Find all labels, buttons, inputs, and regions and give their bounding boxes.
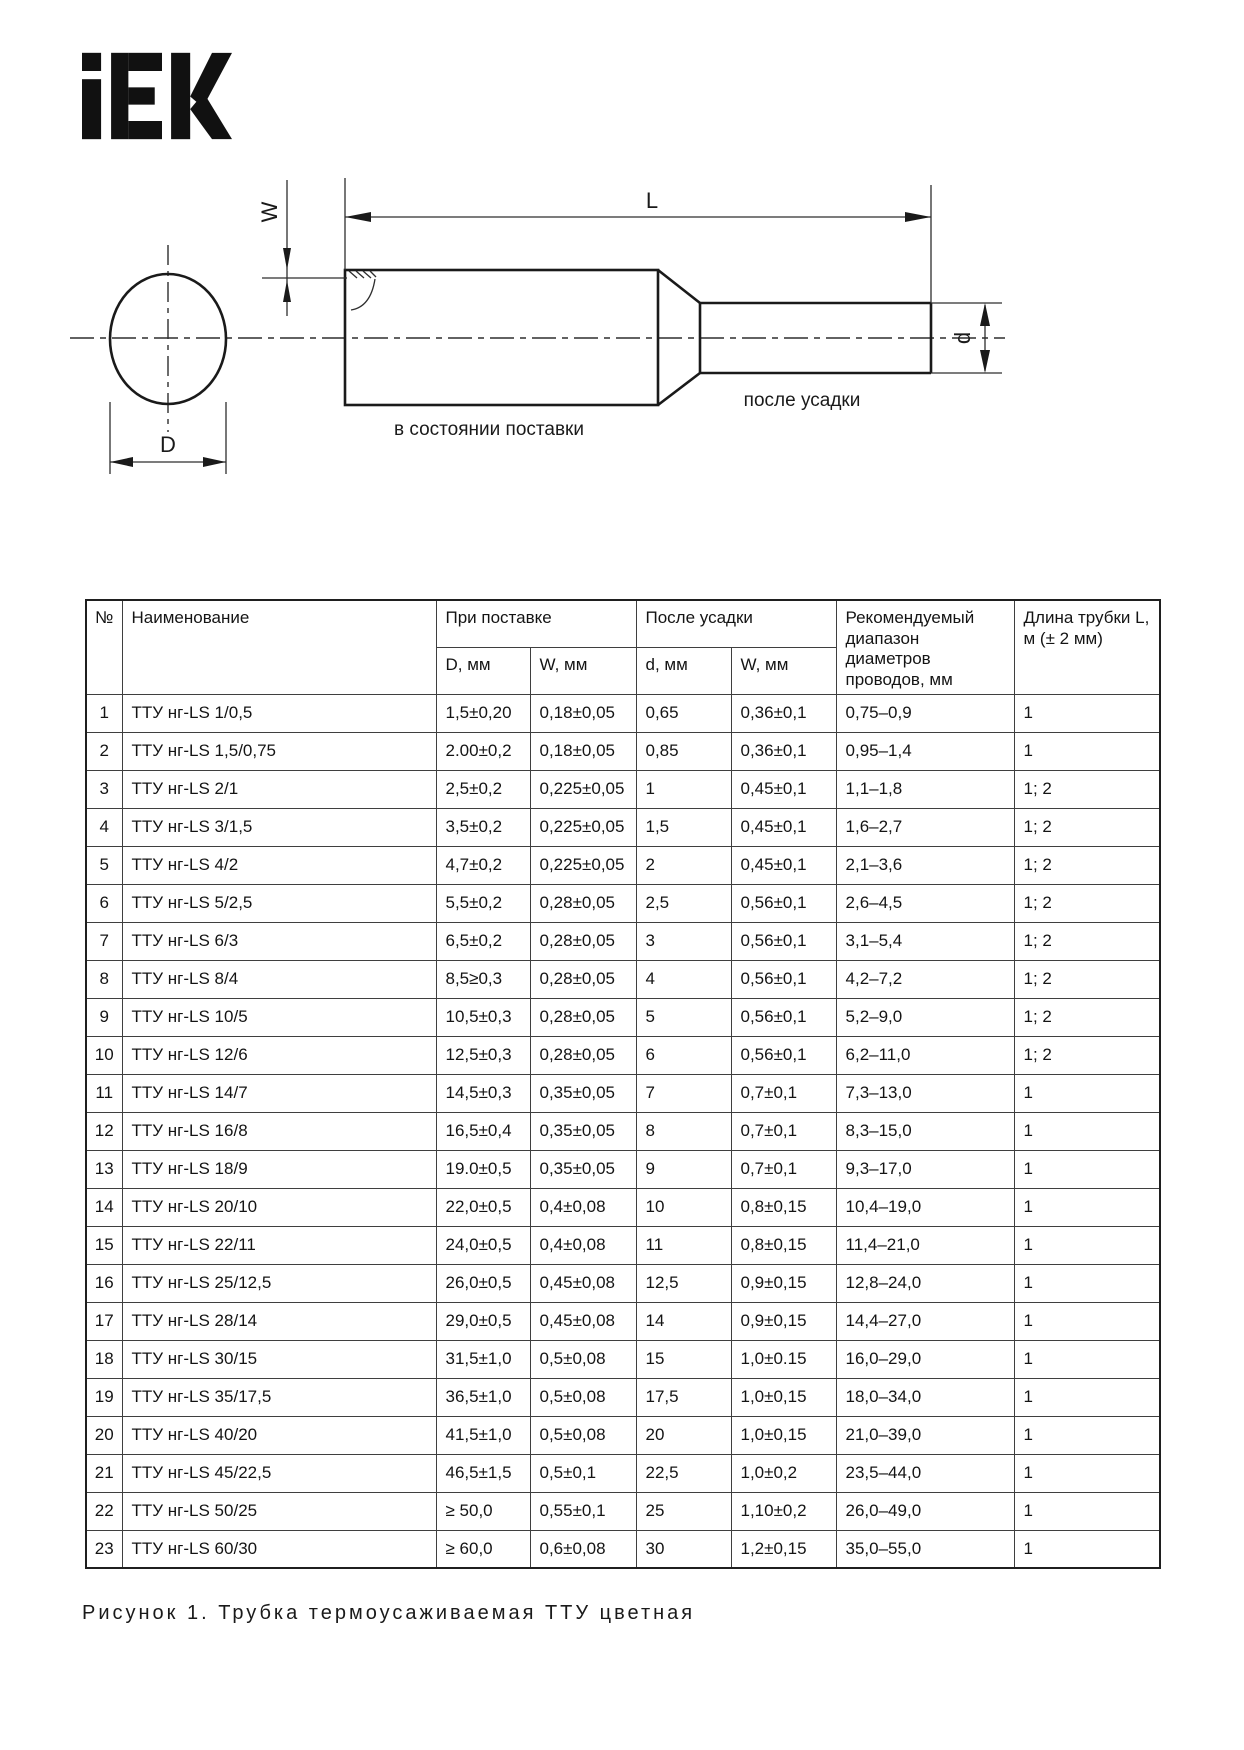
table-cell: 0,45±0,1 bbox=[731, 846, 836, 884]
table-header bbox=[86, 600, 1160, 694]
header-length: Длина трубки L, м (± 2 мм) bbox=[1014, 600, 1160, 694]
table-cell: 7 bbox=[636, 1074, 731, 1112]
supply-state-label: в состоянии поставки bbox=[394, 419, 584, 440]
table-cell: 1,0±0,15 bbox=[731, 1416, 836, 1454]
table-cell: 26,0–49,0 bbox=[836, 1492, 1014, 1530]
table-cell: 0,56±0,1 bbox=[731, 884, 836, 922]
table-cell: 0,75–0,9 bbox=[836, 694, 1014, 732]
w-arrowhead-bottom bbox=[283, 280, 291, 302]
table-cell: 1 bbox=[1014, 1530, 1160, 1568]
after-shrink-label: после усадки bbox=[743, 390, 861, 411]
table-cell: 1 bbox=[1014, 1416, 1160, 1454]
table-cell: 1 bbox=[1014, 1188, 1160, 1226]
dimension-label-W: W bbox=[257, 201, 282, 223]
table-row bbox=[86, 1530, 1160, 1568]
table-cell: 0,5±0,08 bbox=[530, 1340, 636, 1378]
table-row bbox=[86, 960, 1160, 998]
table-cell: 2,6–4,5 bbox=[836, 884, 1014, 922]
figure-caption: Рисунок 1. Трубка термоусаживаемая ТТУ цветная bbox=[82, 1602, 696, 1624]
table-row bbox=[86, 1036, 1160, 1074]
table-cell: 1 bbox=[1014, 1226, 1160, 1264]
table-cell: 0,56±0,1 bbox=[731, 922, 836, 960]
d-arrowhead-left bbox=[110, 457, 133, 467]
table-cell: ТТУ нг-LS 5/2,5 bbox=[122, 884, 436, 922]
header-name: Наименование bbox=[122, 600, 436, 694]
table-cell: 3,1–5,4 bbox=[836, 922, 1014, 960]
table-cell: 0,18±0,05 bbox=[530, 694, 636, 732]
table-cell: 9 bbox=[86, 998, 122, 1036]
iek-logo bbox=[82, 52, 232, 140]
logo-e-mid-bar bbox=[128, 87, 154, 104]
table-cell: ТТУ нг-LS 40/20 bbox=[122, 1416, 436, 1454]
table-cell: 0,9±0,15 bbox=[731, 1302, 836, 1340]
table-cell: 0,36±0,1 bbox=[731, 694, 836, 732]
table-cell: ТТУ нг-LS 28/14 bbox=[122, 1302, 436, 1340]
table-cell: 1 bbox=[1014, 1112, 1160, 1150]
table-cell: 0,85 bbox=[636, 732, 731, 770]
table-cell: 26,0±0,5 bbox=[436, 1264, 530, 1302]
logo-e-spine bbox=[111, 53, 128, 139]
table-cell: 16,0–29,0 bbox=[836, 1340, 1014, 1378]
table-cell: 36,5±1,0 bbox=[436, 1378, 530, 1416]
table-cell: 8 bbox=[86, 960, 122, 998]
table-row bbox=[86, 1074, 1160, 1112]
logo-k-upper-arm bbox=[190, 53, 232, 108]
table-cell: 18 bbox=[86, 1340, 122, 1378]
dimension-label-small-d: d bbox=[950, 331, 975, 345]
table-cell: 0,28±0,05 bbox=[530, 960, 636, 998]
table-cell: 1; 2 bbox=[1014, 846, 1160, 884]
header-group-after: После усадки bbox=[636, 600, 836, 647]
table-cell: 1 bbox=[1014, 694, 1160, 732]
table-cell: 1; 2 bbox=[1014, 770, 1160, 808]
table-cell: 0,9±0,15 bbox=[731, 1264, 836, 1302]
table-cell: 9 bbox=[636, 1150, 731, 1188]
table-cell: 21,0–39,0 bbox=[836, 1416, 1014, 1454]
table-cell: 8,3–15,0 bbox=[836, 1112, 1014, 1150]
table-cell: 0,18±0,05 bbox=[530, 732, 636, 770]
table-cell: 1 bbox=[1014, 732, 1160, 770]
table-cell: 11 bbox=[86, 1074, 122, 1112]
table-cell: 0,225±0,05 bbox=[530, 846, 636, 884]
table-cell: 7,3–13,0 bbox=[836, 1074, 1014, 1112]
table-cell: 4,2–7,2 bbox=[836, 960, 1014, 998]
table-cell: 1 bbox=[1014, 1074, 1160, 1112]
table-cell: 0,7±0,1 bbox=[731, 1074, 836, 1112]
table-cell: 0,225±0,05 bbox=[530, 770, 636, 808]
table-cell: 2,1–3,6 bbox=[836, 846, 1014, 884]
table-cell: 1,0±0.15 bbox=[731, 1340, 836, 1378]
table-cell: ТТУ нг-LS 6/3 bbox=[122, 922, 436, 960]
header-W-after: W, мм bbox=[731, 647, 836, 694]
table-cell: 2,5 bbox=[636, 884, 731, 922]
table-cell: 1 bbox=[1014, 1492, 1160, 1530]
table-cell: 12,5±0,3 bbox=[436, 1036, 530, 1074]
table-cell: 0,45±0,08 bbox=[530, 1302, 636, 1340]
table-cell: ТТУ нг-LS 2/1 bbox=[122, 770, 436, 808]
table-cell: 1,10±0,2 bbox=[731, 1492, 836, 1530]
table-cell: 10,5±0,3 bbox=[436, 998, 530, 1036]
table-cell: 1 bbox=[86, 694, 122, 732]
table-row bbox=[86, 1302, 1160, 1340]
table-cell: 11 bbox=[636, 1226, 731, 1264]
table-cell: ТТУ нг-LS 1,5/0,75 bbox=[122, 732, 436, 770]
table-cell: 1; 2 bbox=[1014, 960, 1160, 998]
table-row bbox=[86, 1378, 1160, 1416]
table-cell: ТТУ нг-LS 45/22,5 bbox=[122, 1454, 436, 1492]
table-cell: 7 bbox=[86, 922, 122, 960]
specification-table bbox=[85, 599, 1161, 1569]
table-cell: 1 bbox=[1014, 1150, 1160, 1188]
table-row bbox=[86, 1226, 1160, 1264]
table-cell: 5 bbox=[86, 846, 122, 884]
header-group-supply: При поставке bbox=[436, 600, 636, 647]
dimension-label-L: L bbox=[645, 188, 659, 213]
table-row bbox=[86, 922, 1160, 960]
table-cell: ТТУ нг-LS 50/25 bbox=[122, 1492, 436, 1530]
table-cell: 0,95–1,4 bbox=[836, 732, 1014, 770]
table-cell: 14,5±0,3 bbox=[436, 1074, 530, 1112]
table-cell: 2,5±0,2 bbox=[436, 770, 530, 808]
header-num: № bbox=[86, 600, 122, 694]
table-row bbox=[86, 1264, 1160, 1302]
table-cell: ТТУ нг-LS 8/4 bbox=[122, 960, 436, 998]
table-cell: 0,28±0,05 bbox=[530, 922, 636, 960]
table-cell: 1; 2 bbox=[1014, 808, 1160, 846]
table-cell: 0,7±0,1 bbox=[731, 1112, 836, 1150]
table-cell: 12 bbox=[86, 1112, 122, 1150]
small-d-arrowhead-bottom bbox=[980, 350, 990, 373]
table-cell: 1 bbox=[1014, 1454, 1160, 1492]
table-cell: 25 bbox=[636, 1492, 731, 1530]
table-cell: ТТУ нг-LS 3/1,5 bbox=[122, 808, 436, 846]
table-cell: 12,8–24,0 bbox=[836, 1264, 1014, 1302]
table-cell: 1,2±0,15 bbox=[731, 1530, 836, 1568]
table-cell: 1 bbox=[1014, 1302, 1160, 1340]
table-cell: 0,56±0,1 bbox=[731, 1036, 836, 1074]
table-cell: 2 bbox=[86, 732, 122, 770]
table-row bbox=[86, 694, 1160, 732]
table-cell: 2 bbox=[636, 846, 731, 884]
table-cell: 11,4–21,0 bbox=[836, 1226, 1014, 1264]
table-cell: 0,56±0,1 bbox=[731, 998, 836, 1036]
table-cell: 1 bbox=[636, 770, 731, 808]
table-row bbox=[86, 1340, 1160, 1378]
table-cell: 23,5–44,0 bbox=[836, 1454, 1014, 1492]
table-row bbox=[86, 1112, 1160, 1150]
table-cell: 1,6–2,7 bbox=[836, 808, 1014, 846]
header-range: Рекомендуемый диапазон диаметров проводов, мм bbox=[836, 600, 1014, 694]
table-row bbox=[86, 770, 1160, 808]
table-cell: 4 bbox=[636, 960, 731, 998]
table-row bbox=[86, 808, 1160, 846]
table-cell: 16,5±0,4 bbox=[436, 1112, 530, 1150]
table-cell: 0,45±0,1 bbox=[731, 770, 836, 808]
table-cell: 4 bbox=[86, 808, 122, 846]
table-cell: 5 bbox=[636, 998, 731, 1036]
table-cell: 0,225±0,05 bbox=[530, 808, 636, 846]
table-row bbox=[86, 1492, 1160, 1530]
table-cell: 31,5±1,0 bbox=[436, 1340, 530, 1378]
table-cell: 1,5±0,20 bbox=[436, 694, 530, 732]
table-cell: 1 bbox=[1014, 1378, 1160, 1416]
table-cell: 8 bbox=[636, 1112, 731, 1150]
table-cell: 8,5≥0,3 bbox=[436, 960, 530, 998]
table-cell: ТТУ нг-LS 25/12,5 bbox=[122, 1264, 436, 1302]
table-cell: 30 bbox=[636, 1530, 731, 1568]
table-cell: ТТУ нг-LS 16/8 bbox=[122, 1112, 436, 1150]
table-cell: 0,35±0,05 bbox=[530, 1150, 636, 1188]
table-cell: 0,4±0,08 bbox=[530, 1226, 636, 1264]
table-cell: ТТУ нг-LS 22/11 bbox=[122, 1226, 436, 1264]
header-d-after: d, мм bbox=[636, 647, 731, 694]
table-cell: 21 bbox=[86, 1454, 122, 1492]
table-cell: 0,35±0,05 bbox=[530, 1112, 636, 1150]
logo-e-bottom-bar bbox=[128, 121, 162, 139]
table-cell: 0,4±0,08 bbox=[530, 1188, 636, 1226]
table-cell: ≥ 50,0 bbox=[436, 1492, 530, 1530]
table-cell: 14 bbox=[636, 1302, 731, 1340]
table-cell: 9,3–17,0 bbox=[836, 1150, 1014, 1188]
table-cell: 0,36±0,1 bbox=[731, 732, 836, 770]
table-cell: ТТУ нг-LS 10/5 bbox=[122, 998, 436, 1036]
table-cell: 22,0±0,5 bbox=[436, 1188, 530, 1226]
table-row bbox=[86, 846, 1160, 884]
table-cell: 0,45±0,1 bbox=[731, 808, 836, 846]
table-cell: 0,28±0,05 bbox=[530, 998, 636, 1036]
table-cell: 0,55±0,1 bbox=[530, 1492, 636, 1530]
table-cell: 10,4–19,0 bbox=[836, 1188, 1014, 1226]
cone-bottom-edge bbox=[658, 373, 700, 405]
wall-hatching bbox=[349, 271, 376, 278]
table-cell: 1; 2 bbox=[1014, 922, 1160, 960]
table-cell: 22 bbox=[86, 1492, 122, 1530]
table-cell: 0,5±0,08 bbox=[530, 1378, 636, 1416]
table-cell: 3 bbox=[86, 770, 122, 808]
table-cell: 5,2–9,0 bbox=[836, 998, 1014, 1036]
table-body bbox=[86, 694, 1160, 1568]
table-cell: 17 bbox=[86, 1302, 122, 1340]
logo-e-top-bar bbox=[128, 53, 162, 71]
technical-drawing bbox=[0, 140, 1244, 500]
table-cell: 0,5±0,08 bbox=[530, 1416, 636, 1454]
table-cell: 1; 2 bbox=[1014, 1036, 1160, 1074]
table-cell: 3 bbox=[636, 922, 731, 960]
table-cell: 18,0–34,0 bbox=[836, 1378, 1014, 1416]
table-cell: 41,5±1,0 bbox=[436, 1416, 530, 1454]
table-cell: 14,4–27,0 bbox=[836, 1302, 1014, 1340]
table-cell: 20 bbox=[86, 1416, 122, 1454]
logo-i-dot bbox=[82, 53, 101, 71]
cone-top-edge bbox=[658, 270, 700, 303]
table-cell: 1,5 bbox=[636, 808, 731, 846]
table-cell: ТТУ нг-LS 1/0,5 bbox=[122, 694, 436, 732]
table-cell: ≥ 60,0 bbox=[436, 1530, 530, 1568]
table-cell: 2.00±0,2 bbox=[436, 732, 530, 770]
w-arrowhead-top bbox=[283, 248, 291, 270]
table-cell: 0,28±0,05 bbox=[530, 884, 636, 922]
table-cell: 15 bbox=[86, 1226, 122, 1264]
table-cell: 16 bbox=[86, 1264, 122, 1302]
table-cell: ТТУ нг-LS 18/9 bbox=[122, 1150, 436, 1188]
l-arrowhead-left bbox=[345, 212, 371, 222]
l-arrowhead-right bbox=[905, 212, 931, 222]
table-cell: 10 bbox=[86, 1036, 122, 1074]
table-cell: 0,8±0,15 bbox=[731, 1226, 836, 1264]
table-cell: ТТУ нг-LS 60/30 bbox=[122, 1530, 436, 1568]
table-cell: 1,0±0,15 bbox=[731, 1378, 836, 1416]
table-cell: 6,2–11,0 bbox=[836, 1036, 1014, 1074]
table-row bbox=[86, 1188, 1160, 1226]
small-d-arrowhead-top bbox=[980, 303, 990, 326]
table-cell: 20 bbox=[636, 1416, 731, 1454]
dimension-label-D: D bbox=[160, 432, 176, 457]
table-cell: 5,5±0,2 bbox=[436, 884, 530, 922]
table-cell: 0,6±0,08 bbox=[530, 1530, 636, 1568]
header-W-supply: W, мм bbox=[530, 647, 636, 694]
table-cell: 1; 2 bbox=[1014, 998, 1160, 1036]
table-row bbox=[86, 1416, 1160, 1454]
table-cell: 0,65 bbox=[636, 694, 731, 732]
table-cell: 0,35±0,05 bbox=[530, 1074, 636, 1112]
table-cell: 4,7±0,2 bbox=[436, 846, 530, 884]
table-cell: 35,0–55,0 bbox=[836, 1530, 1014, 1568]
table-cell: 22,5 bbox=[636, 1454, 731, 1492]
table-cell: 6 bbox=[86, 884, 122, 922]
table-cell: 13 bbox=[86, 1150, 122, 1188]
table-cell: 1,0±0,2 bbox=[731, 1454, 836, 1492]
table-cell: 3,5±0,2 bbox=[436, 808, 530, 846]
table-cell: 46,5±1,5 bbox=[436, 1454, 530, 1492]
table-cell: 0,56±0,1 bbox=[731, 960, 836, 998]
table-cell: 23 bbox=[86, 1530, 122, 1568]
table-cell: 1; 2 bbox=[1014, 884, 1160, 922]
table-cell: 1 bbox=[1014, 1264, 1160, 1302]
table-cell: 1,1–1,8 bbox=[836, 770, 1014, 808]
table-cell: 14 bbox=[86, 1188, 122, 1226]
d-arrowhead-right bbox=[203, 457, 226, 467]
table-cell: 0,28±0,05 bbox=[530, 1036, 636, 1074]
logo-i-stem bbox=[82, 79, 101, 139]
table-cell: 6,5±0,2 bbox=[436, 922, 530, 960]
table-row bbox=[86, 884, 1160, 922]
table-cell: 19 bbox=[86, 1378, 122, 1416]
table-cell: 0,5±0,1 bbox=[530, 1454, 636, 1492]
table-cell: ТТУ нг-LS 14/7 bbox=[122, 1074, 436, 1112]
table-row bbox=[86, 1150, 1160, 1188]
table-cell: 24,0±0,5 bbox=[436, 1226, 530, 1264]
table-cell: 19.0±0,5 bbox=[436, 1150, 530, 1188]
table-row bbox=[86, 1454, 1160, 1492]
table-cell: ТТУ нг-LS 20/10 bbox=[122, 1188, 436, 1226]
table-row bbox=[86, 998, 1160, 1036]
table-row bbox=[86, 732, 1160, 770]
table-cell: ТТУ нг-LS 4/2 bbox=[122, 846, 436, 884]
table-cell: 0,7±0,1 bbox=[731, 1150, 836, 1188]
table-cell: 12,5 bbox=[636, 1264, 731, 1302]
table-cell: ТТУ нг-LS 30/15 bbox=[122, 1340, 436, 1378]
header-D-supply: D, мм bbox=[436, 647, 530, 694]
table-cell: 6 bbox=[636, 1036, 731, 1074]
logo-k-stem bbox=[171, 53, 190, 139]
table-cell: 17,5 bbox=[636, 1378, 731, 1416]
table-cell: ТТУ нг-LS 35/17,5 bbox=[122, 1378, 436, 1416]
table-cell: 1 bbox=[1014, 1340, 1160, 1378]
wall-cutaway-curve bbox=[351, 279, 375, 310]
table-cell: ТТУ нг-LS 12/6 bbox=[122, 1036, 436, 1074]
table-cell: 15 bbox=[636, 1340, 731, 1378]
table-cell: 0,45±0,08 bbox=[530, 1264, 636, 1302]
table-cell: 29,0±0,5 bbox=[436, 1302, 530, 1340]
table-cell: 0,8±0,15 bbox=[731, 1188, 836, 1226]
table-cell: 10 bbox=[636, 1188, 731, 1226]
